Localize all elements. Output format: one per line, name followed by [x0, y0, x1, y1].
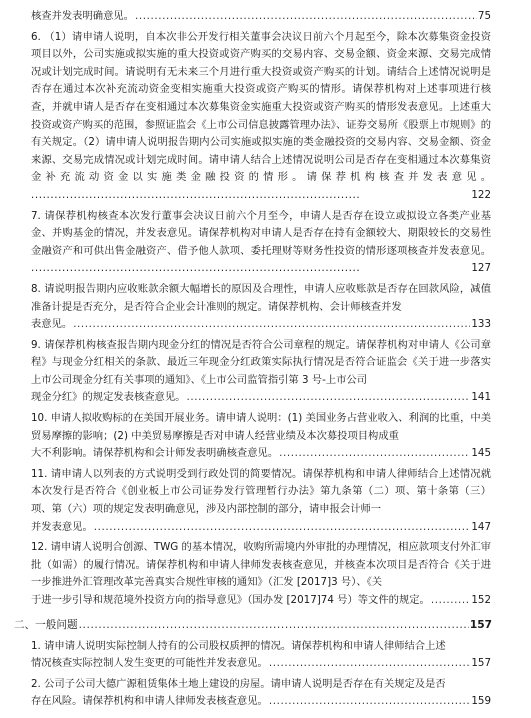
entry-last-line: 现金分红》的规定发表核查意见。 [31, 391, 186, 404]
toc-entry-9 [31, 337, 491, 407]
page-number: 75 [477, 10, 491, 22]
entry-last-line: 情况核查实际控制人发生变更的可能性并发表意见。 [31, 657, 268, 670]
dot-leader [431, 592, 471, 610]
entry-last-line: 大不利影响。请保荐机构和会计师发表明确核查意见。 [31, 447, 279, 460]
toc-entry-continued [31, 8, 491, 26]
entry-text: 1. 请申请人说明实际控制人持有的公司股权质押的情况。请保荐机构和申请人律师结合上述 [31, 639, 446, 652]
toc-entry-7 [31, 208, 491, 278]
dot-leader [73, 316, 470, 334]
dot-leader [279, 445, 470, 463]
page-number: 157 [469, 618, 492, 631]
page-number: 147 [471, 520, 491, 533]
entry-last-line: 核查并发表明确意见。 [31, 10, 134, 22]
entry-text: 9. 请保荐机构核查报告期内现金分红的情况是否符合公司章程的规定。请保荐机构对申请人《公司章程》与现金分红相关的条款、最近三年现金分红政策实际执行情况是否符合证监会《关于进一步落实上市公司现金分红有关事项的通知》、《上市公司监管指引第 3 号-上市公司 [31, 338, 491, 386]
page-number: 145 [471, 447, 491, 460]
toc-page [14, 8, 492, 714]
entry-text: 12. 请申请人说明合创源、TWG 的基本情况，收购所需境内外审批的办理情况，相应款项支付外汇审批（如需）的履行情况。请保荐机构和申请人律师发表核查意见，并核查本次项目是否符合《关于进一步推进外汇管理改革完善真实合规性审核的通知》（汇发 [2017]3 号）、《关 [31, 541, 491, 589]
toc-entry-11 [31, 466, 491, 536]
entry-text: 7. 请保荐机构核查本次发行董事会决议日前六个月至今，申请人是否存在设立或拟设立各类产业基金、并购基金的情况，并发表意见。请保荐机构对申请人是否存在持有金额较大、期限较长的交易性金融资产和可供出售金融资产、借予他人款项、委托理财等财务性投资的情形逐项核查并发表意见。 [31, 209, 491, 257]
entry-last-line: 存在风险。请保荐机构和申请人律师发表核查意见。 [31, 695, 268, 708]
dot-leader [135, 8, 477, 26]
entry-text: 2. 公司子公司大德广源租赁集体土地上建设的房屋。请申请人说明是否存在有关规定及是否 [31, 677, 446, 690]
dot-leader [94, 519, 471, 537]
toc-entry-12 [31, 539, 491, 609]
toc-entry-8 [31, 281, 491, 334]
toc-entry-6 [31, 29, 491, 205]
entry-last-line: 表意见。 [31, 318, 73, 331]
entry-text: 10. 申请人拟收购标的在美国开展业务。请申请人说明：(1) 美国业务占营业收入、利润的比重，中美贸易摩擦的影响；(2) 中美贸易摩擦是否对申请人经营业绩及本次募投项目构成重 [31, 412, 491, 442]
general-entry-2 [31, 676, 491, 711]
page-number: 157 [471, 657, 491, 670]
section-heading [14, 616, 492, 634]
page-number: 152 [471, 594, 491, 606]
dot-leader [186, 389, 470, 407]
entry-text: 8. 请说明报告期内应收账款余额大幅增长的原因及合理性，申请人应收账款是否存在回款风险，减值准备计提是否充分，是否符合企业会计准则的规定。请保荐机构、会计师核查并发 [31, 282, 491, 313]
page-number: 141 [471, 391, 491, 404]
page-number: 133 [471, 318, 491, 331]
toc-entry-10 [31, 410, 491, 463]
page-number: 122 [471, 188, 491, 201]
dot-leader [269, 693, 471, 711]
entry-last-line: 并发表意见。 [31, 520, 93, 533]
dot-leader [79, 616, 469, 634]
section-label: 二、一般问题 [14, 618, 78, 631]
general-entry-1 [31, 638, 491, 673]
dot-leader-inline: ..................................................................................... [31, 262, 361, 275]
entry-last-line: 于进一步引导和规范境外投资方向的指导意见》（国办发 [2017]74 号）等文件的规定。 [31, 594, 430, 606]
page-number: 159 [471, 695, 491, 708]
entry-text: 6. （1）请申请人说明，自本次非公开发行相关董事会决议日前六个月起至今，除本次募集资金投资项目以外，公司实施或拟实施的重大投资或资产购买的交易内容、交易金额、资金来源、交易完成情况或计划完成时间。请说明有无未来三个月进行重大投资或资产购买的计划。请结合上述情况说明是否存在通过本次补充流动资金变相实施重大投资或资产购买的情形。请保荐机构对上述事项进行核查，并就申请人是否存在变相通过本次募集资金实施重大投资或资产购买的情形发表意见。上述重大投资或资产购买的范围，参照证监会《上市公司信息披露管理办法》、证券交易所《股票上市规则》的有关规定。（2）请申请人说明报告期内公司实施或拟实施的类金融投资的交易内容、交易金额、资金来源、交易完成情况或计划完成时间。请申请人结合上述情况说明公司是否存在变相通过本次募集资金补充流动资金以实施类金融投资的情形。请保荐机构核查并发表意见。 [31, 30, 491, 184]
entry-text: 11. 请申请人以列表的方式说明受到行政处罚的简要情况。请保荐机构和申请人律师结合上述情况就本次发行是否符合《创业板上市公司证券发行管理暂行办法》第九条第（二）项、第十条第（三）项、第（六）项的规定发表明确意见，涉及内部控制的部分，请申报会计师一 [31, 467, 491, 516]
dot-leader-inline: ..................................................................................... [31, 188, 361, 201]
page-number: 127 [471, 262, 491, 275]
dot-leader [269, 655, 471, 673]
